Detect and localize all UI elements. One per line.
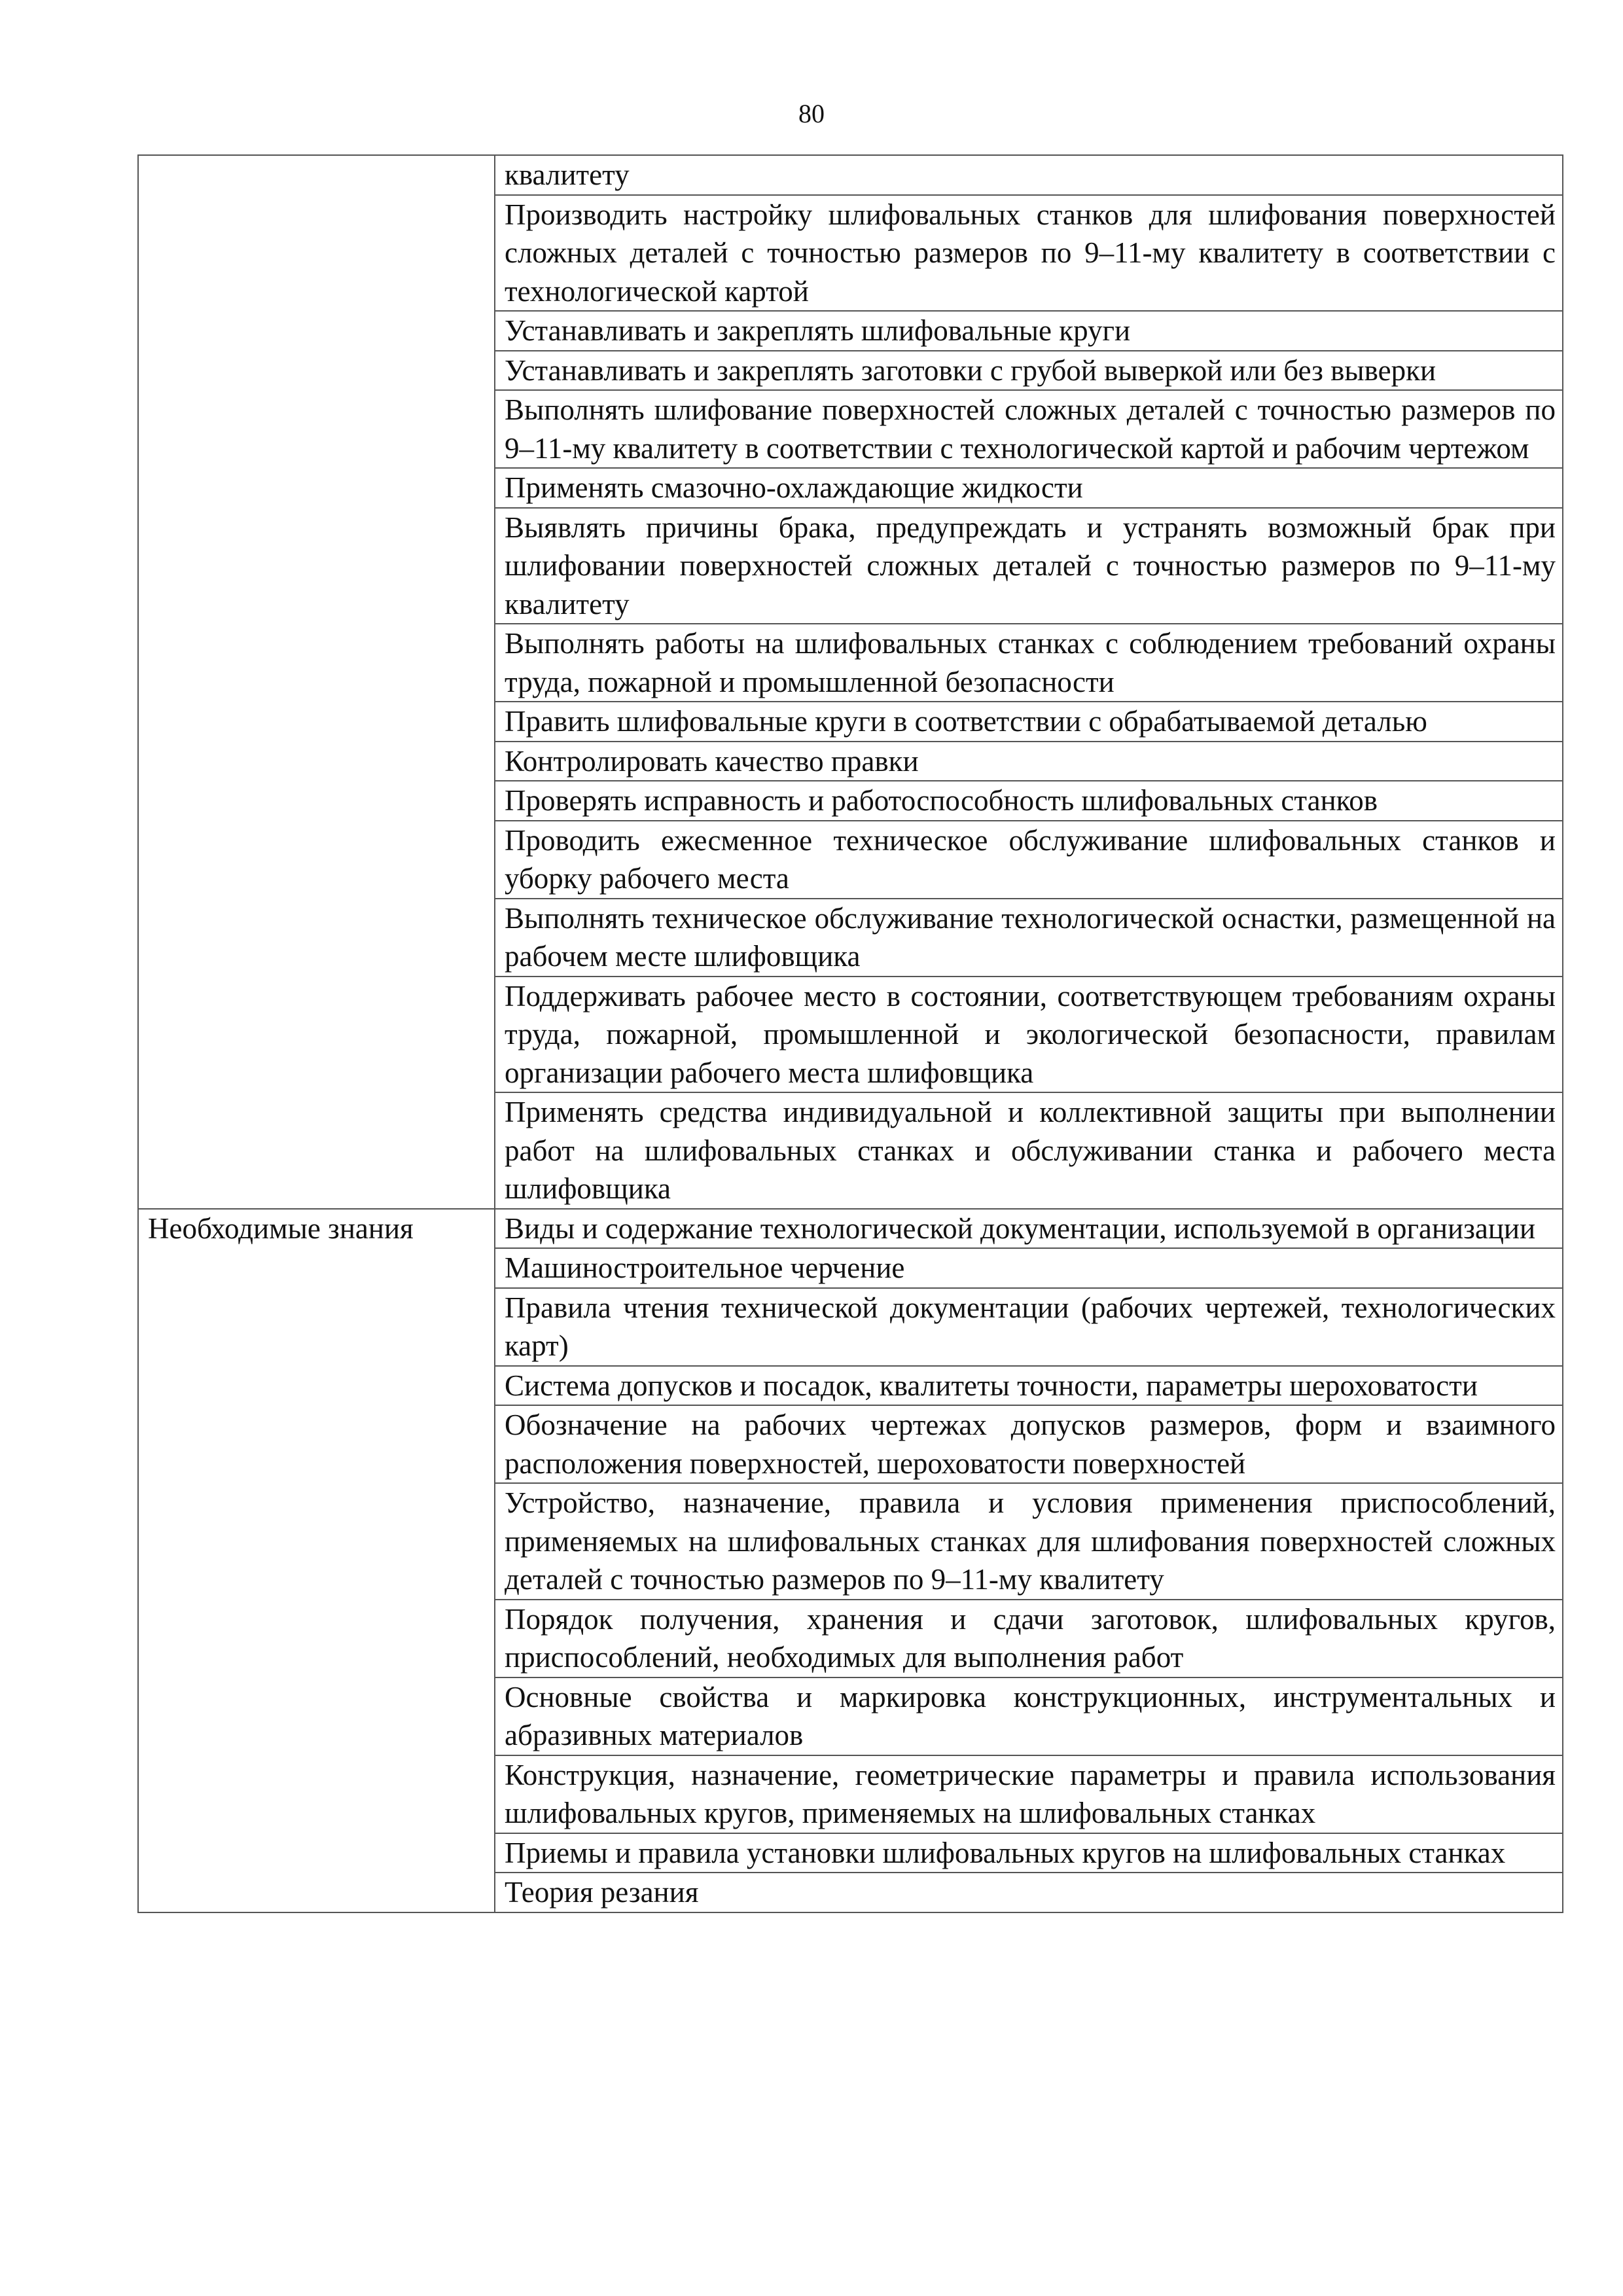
skills-label-cell bbox=[138, 155, 495, 1209]
skill-item: Производить настройку шлифовальных станков для шлифования поверхностей сложных деталей с точностью размеров по 9–11-му квалитету в соответствии с технологической картой bbox=[495, 195, 1563, 312]
skill-item: квалитету bbox=[495, 155, 1563, 195]
knowledge-item: Система допусков и посадок, квалитеты точности, параметры шероховатости bbox=[495, 1366, 1563, 1406]
table-row bbox=[138, 155, 1563, 195]
skill-item: Применять смазочно-охлаждающие жидкости bbox=[495, 468, 1563, 508]
knowledge-item: Приемы и правила установки шлифовальных кругов на шлифовальных станках bbox=[495, 1833, 1563, 1873]
skill-item: Выполнять работы на шлифовальных станках с соблюдением требований охраны труда, пожарной и промышленной безопасности bbox=[495, 624, 1563, 702]
skill-item: Править шлифовальные круги в соответствии с обрабатываемой деталью bbox=[495, 702, 1563, 742]
skill-item: Устанавливать и закреплять шлифовальные круги bbox=[495, 311, 1563, 351]
skill-item: Проверять исправность и работоспособность шлифовальных станков bbox=[495, 781, 1563, 821]
skill-item: Выполнять шлифование поверхностей сложных деталей с точностью размеров по 9–11-му квалитету в соответствии с технологической картой и рабочим чертежом bbox=[495, 390, 1563, 468]
knowledge-item: Теория резания bbox=[495, 1873, 1563, 1912]
table-row bbox=[138, 1209, 1563, 1249]
skill-item: Выполнять техническое обслуживание технологической оснастки, размещенной на рабочем месте шлифовщика bbox=[495, 899, 1563, 977]
knowledge-label: Необходимые знания bbox=[138, 1209, 495, 1912]
knowledge-item: Виды и содержание технологической документации, используемой в организации bbox=[495, 1209, 1563, 1249]
knowledge-item: Основные свойства и маркировка конструкционных, инструментальных и абразивных материалов bbox=[495, 1677, 1563, 1755]
skill-item: Контролировать качество правки bbox=[495, 742, 1563, 781]
page-number: 80 bbox=[798, 99, 825, 128]
skill-item: Поддерживать рабочее место в состоянии, соответствующем требованиям охраны труда, пожарной, промышленной и экологической безопасности, правилам организации рабочего места шлифовщика bbox=[495, 977, 1563, 1093]
skill-item: Выявлять причины брака, предупреждать и устранять возможный брак при шлифовании поверхностей сложных деталей с точностью размеров по 9–11-му квалитету bbox=[495, 508, 1563, 624]
requirements-table bbox=[137, 154, 1563, 1913]
knowledge-item: Конструкция, назначение, геометрические параметры и правила использования шлифовальных кругов, применяемых на шлифовальных станках bbox=[495, 1755, 1563, 1833]
skill-item: Устанавливать и закреплять заготовки с грубой выверкой или без выверки bbox=[495, 351, 1563, 391]
knowledge-item: Машиностроительное черчение bbox=[495, 1248, 1563, 1288]
knowledge-item: Правила чтения технической документации (рабочих чертежей, технологических карт) bbox=[495, 1288, 1563, 1366]
skill-item: Проводить ежесменное техническое обслуживание шлифовальных станков и уборку рабочего места bbox=[495, 821, 1563, 899]
skill-item: Применять средства индивидуальной и коллективной защиты при выполнении работ на шлифовальных станках и обслуживании станка и рабочего места шлифовщика bbox=[495, 1092, 1563, 1209]
knowledge-item: Устройство, назначение, правила и условия применения приспособлений, применяемых на шлифовальных станках для шлифования поверхностей сложных деталей с точностью размеров по 9–11-му квалитету bbox=[495, 1483, 1563, 1600]
knowledge-item: Порядок получения, хранения и сдачи заготовок, шлифовальных кругов, приспособлений, необходимых для выполнения работ bbox=[495, 1600, 1563, 1677]
knowledge-item: Обозначение на рабочих чертежах допусков размеров, форм и взаимного расположения поверхностей, шероховатости поверхностей bbox=[495, 1405, 1563, 1483]
